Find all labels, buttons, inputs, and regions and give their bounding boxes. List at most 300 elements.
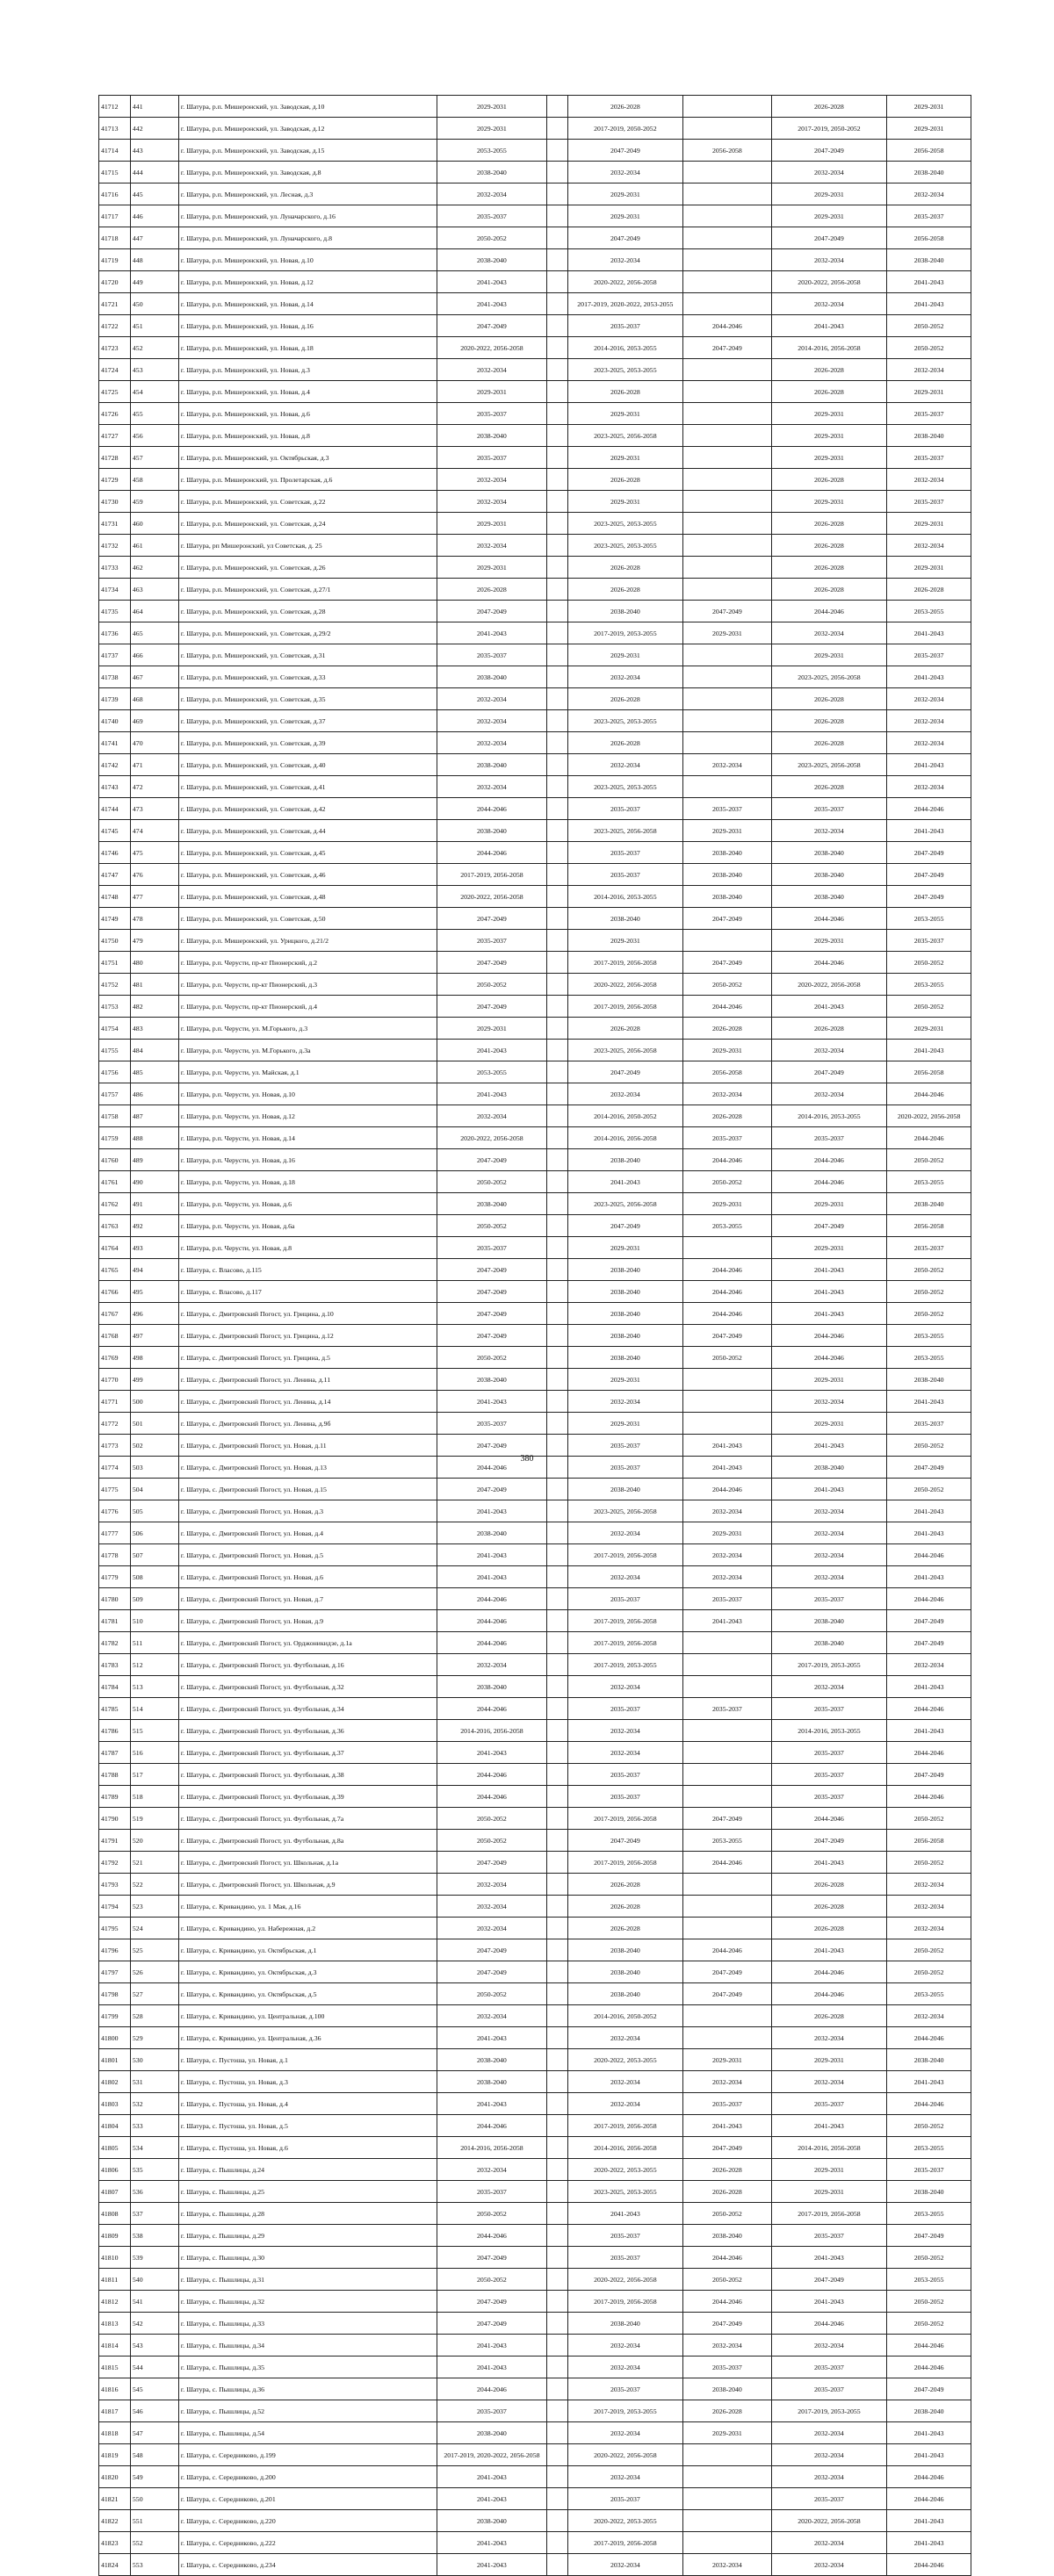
- cell-period-2: 2032-2034: [567, 2335, 683, 2357]
- cell-period-3: [683, 96, 771, 118]
- cell-period-4: 2020-2022, 2056-2058: [771, 271, 887, 293]
- cell-period-3: 2047-2049: [683, 2137, 771, 2159]
- cell-period-5: 2041-2043: [887, 1500, 971, 1522]
- cell-period-5: 2047-2049: [887, 2378, 971, 2400]
- table-row: [99, 1413, 971, 1435]
- cell-row-number: 450: [130, 293, 178, 315]
- table-row: [99, 776, 971, 798]
- cell-blank: [546, 1983, 567, 2005]
- cell-period-1: 2041-2043: [437, 293, 546, 315]
- cell-blank: [546, 2400, 567, 2422]
- cell-address: г. Шатура, с. Дмитровский Погост, ул. Футбольная, д.32: [178, 1676, 437, 1698]
- cell-row-id: 41800: [99, 2027, 131, 2049]
- cell-period-1: 2044-2046: [437, 2378, 546, 2400]
- cell-blank: [546, 1939, 567, 1961]
- cell-row-id: 41740: [99, 710, 131, 732]
- register-table: [98, 95, 971, 2576]
- table-row: [99, 930, 971, 952]
- cell-period-3: 2041-2043: [683, 2115, 771, 2137]
- cell-period-4: 2029-2031: [771, 425, 887, 447]
- cell-period-1: 2047-2049: [437, 1435, 546, 1457]
- cell-period-3: 2050-2052: [683, 2203, 771, 2225]
- table-row: [99, 1918, 971, 1939]
- cell-address: г. Шатура, р.п. Мишеронский, ул. Советская, д.33: [178, 666, 437, 688]
- cell-row-number: 481: [130, 974, 178, 996]
- cell-period-2: 2047-2049: [567, 227, 683, 249]
- cell-period-4: 2041-2043: [771, 1479, 887, 1500]
- cell-row-number: 505: [130, 1500, 178, 1522]
- cell-period-2: 2026-2028: [567, 557, 683, 579]
- table-row: [99, 425, 971, 447]
- cell-period-3: 2026-2028: [683, 2181, 771, 2203]
- cell-period-5: 2032-2034: [887, 535, 971, 557]
- cell-address: г. Шатура, р.п. Мишеронский, ул. Новая, д.14: [178, 293, 437, 315]
- cell-period-4: 2047-2049: [771, 1061, 887, 1083]
- cell-period-5: 2035-2037: [887, 930, 971, 952]
- cell-period-5: 2056-2058: [887, 140, 971, 162]
- table-row: [99, 1237, 971, 1259]
- cell-period-2: 2026-2028: [567, 469, 683, 491]
- cell-row-id: 41731: [99, 513, 131, 535]
- cell-row-number: 545: [130, 2378, 178, 2400]
- cell-period-4: 2026-2028: [771, 732, 887, 754]
- cell-period-1: 2044-2046: [437, 2225, 546, 2247]
- cell-period-3: [683, 2466, 771, 2488]
- cell-row-id: 41736: [99, 622, 131, 644]
- cell-row-number: 513: [130, 1676, 178, 1698]
- cell-row-id: 41780: [99, 1588, 131, 1610]
- cell-address: г. Шатура, р.п. Черусти, ул. М.Горького, д.3а: [178, 1040, 437, 1061]
- cell-address: г. Шатура, с. Пустоша, ул. Новая, д.6: [178, 2137, 437, 2159]
- cell-period-1: 2032-2034: [437, 2005, 546, 2027]
- cell-period-4: 2026-2028: [771, 688, 887, 710]
- table-row: [99, 2181, 971, 2203]
- cell-address: г. Шатура, р.п. Мишеронский, ул. Советская, д.27/1: [178, 579, 437, 601]
- cell-period-3: 2044-2046: [683, 1939, 771, 1961]
- cell-address: г. Шатура, с. Дмитровский Погост, ул. Футбольная, д.38: [178, 1764, 437, 1786]
- table-row: [99, 1500, 971, 1522]
- table-row: [99, 271, 971, 293]
- cell-period-4: 2041-2043: [771, 1259, 887, 1281]
- cell-row-id: 41745: [99, 820, 131, 842]
- cell-period-4: 2032-2034: [771, 1391, 887, 1413]
- cell-period-5: 2035-2037: [887, 403, 971, 425]
- cell-period-2: 2026-2028: [567, 1896, 683, 1918]
- cell-period-4: 2032-2034: [771, 1522, 887, 1544]
- cell-period-2: 2047-2049: [567, 1830, 683, 1852]
- cell-period-1: 2041-2043: [437, 1040, 546, 1061]
- cell-address: г. Шатура, р.п. Мишеронский, ул. Советская, д.44: [178, 820, 437, 842]
- cell-row-number: 552: [130, 2532, 178, 2554]
- table-row: [99, 2532, 971, 2554]
- cell-row-id: 41812: [99, 2291, 131, 2313]
- cell-period-2: 2017-2019, 2053-2055: [567, 2400, 683, 2422]
- cell-period-4: 2047-2049: [771, 1215, 887, 1237]
- cell-blank: [546, 1391, 567, 1413]
- table-row: [99, 1061, 971, 1083]
- cell-period-2: 2032-2034: [567, 1391, 683, 1413]
- cell-period-5: 2050-2052: [887, 2115, 971, 2137]
- cell-period-3: 2032-2034: [683, 2335, 771, 2357]
- cell-row-number: 493: [130, 1237, 178, 1259]
- cell-period-4: 2032-2034: [771, 1544, 887, 1566]
- cell-period-1: 2041-2043: [437, 1083, 546, 1105]
- cell-blank: [546, 688, 567, 710]
- table-row: [99, 2049, 971, 2071]
- cell-row-number: 550: [130, 2488, 178, 2510]
- cell-address: г. Шатура, с. Кривандино, ул. Центральная, д.100: [178, 2005, 437, 2027]
- cell-period-1: 2053-2055: [437, 1061, 546, 1083]
- cell-period-4: 2026-2028: [771, 1918, 887, 1939]
- cell-period-2: 2032-2034: [567, 249, 683, 271]
- cell-period-4: 2032-2034: [771, 293, 887, 315]
- cell-period-5: 2041-2043: [887, 820, 971, 842]
- cell-period-1: 2041-2043: [437, 2357, 546, 2378]
- table-row: [99, 140, 971, 162]
- cell-period-2: 2032-2034: [567, 1522, 683, 1544]
- cell-row-id: 41787: [99, 1742, 131, 1764]
- cell-period-5: 2041-2043: [887, 2532, 971, 2554]
- cell-period-3: [683, 557, 771, 579]
- cell-period-4: 2047-2049: [771, 2269, 887, 2291]
- cell-address: г. Шатура, с. Пышлицы, д.25: [178, 2181, 437, 2203]
- cell-blank: [546, 315, 567, 337]
- cell-period-1: 2020-2022, 2056-2058: [437, 1127, 546, 1149]
- cell-period-5: 2047-2049: [887, 1632, 971, 1654]
- cell-row-id: 41822: [99, 2510, 131, 2532]
- cell-period-1: 2041-2043: [437, 1391, 546, 1413]
- cell-address: г. Шатура, с. Пышлицы, д.30: [178, 2247, 437, 2269]
- cell-period-5: 2050-2052: [887, 2291, 971, 2313]
- cell-period-2: 2017-2019, 2056-2058: [567, 2115, 683, 2137]
- cell-row-id: 41778: [99, 1544, 131, 1566]
- cell-row-number: 531: [130, 2071, 178, 2093]
- cell-period-4: 2029-2031: [771, 2049, 887, 2071]
- cell-blank: [546, 381, 567, 403]
- cell-period-2: 2029-2031: [567, 930, 683, 952]
- cell-blank: [546, 1874, 567, 1896]
- cell-row-id: 41742: [99, 754, 131, 776]
- cell-period-3: 2035-2037: [683, 2093, 771, 2115]
- cell-period-4: 2032-2034: [771, 1566, 887, 1588]
- cell-period-3: [683, 535, 771, 557]
- cell-period-3: 2044-2046: [683, 1479, 771, 1500]
- table-row: [99, 1083, 971, 1105]
- cell-address: г. Шатура, с. Пышлицы, д.24: [178, 2159, 437, 2181]
- cell-period-5: 2053-2055: [887, 974, 971, 996]
- cell-period-1: 2029-2031: [437, 557, 546, 579]
- cell-period-3: 2044-2046: [683, 2291, 771, 2313]
- cell-period-3: [683, 2488, 771, 2510]
- cell-blank: [546, 1632, 567, 1654]
- cell-period-3: 2044-2046: [683, 1149, 771, 1171]
- cell-period-3: 2026-2028: [683, 1105, 771, 1127]
- cell-period-1: 2041-2043: [437, 2488, 546, 2510]
- cell-period-5: 2047-2049: [887, 886, 971, 908]
- table-row: [99, 1544, 971, 1566]
- cell-period-4: 2026-2028: [771, 1896, 887, 1918]
- cell-row-id: 41814: [99, 2335, 131, 2357]
- cell-period-3: 2038-2040: [683, 864, 771, 886]
- cell-address: г. Шатура, р.п. Черусти, ул. Майская, д.1: [178, 1061, 437, 1083]
- table-row: [99, 1149, 971, 1171]
- cell-row-id: 41807: [99, 2181, 131, 2203]
- cell-row-id: 41722: [99, 315, 131, 337]
- cell-address: г. Шатура, с. Дмитровский Погост, ул. Орджоникидзе, д.1а: [178, 1632, 437, 1654]
- table-row: [99, 1215, 971, 1237]
- cell-row-id: 41766: [99, 1281, 131, 1303]
- table-row: [99, 2247, 971, 2269]
- cell-period-2: 2020-2022, 2056-2058: [567, 271, 683, 293]
- cell-period-4: 2029-2031: [771, 183, 887, 205]
- cell-period-4: 2032-2034: [771, 622, 887, 644]
- cell-row-id: 41818: [99, 2422, 131, 2444]
- cell-period-2: 2026-2028: [567, 579, 683, 601]
- table-row: [99, 2488, 971, 2510]
- cell-address: г. Шатура, с. Дмитровский Погост, ул. Футбольная, д.34: [178, 1698, 437, 1720]
- cell-period-1: 2047-2049: [437, 601, 546, 622]
- cell-period-5: 2041-2043: [887, 2422, 971, 2444]
- cell-address: г. Шатура, с. Дмитровский Погост, ул. Новая, д.6: [178, 1566, 437, 1588]
- cell-row-number: 496: [130, 1303, 178, 1325]
- cell-address: г. Шатура, с. Кривандино, ул. Октябрьская, д.1: [178, 1939, 437, 1961]
- cell-period-3: [683, 425, 771, 447]
- cell-period-1: 2044-2046: [437, 1786, 546, 1808]
- cell-period-2: 2017-2019, 2056-2058: [567, 1852, 683, 1874]
- cell-period-2: 2029-2031: [567, 205, 683, 227]
- cell-row-number: 537: [130, 2203, 178, 2225]
- cell-period-5: 2053-2055: [887, 2269, 971, 2291]
- cell-period-1: 2032-2034: [437, 491, 546, 513]
- cell-row-id: 41773: [99, 1435, 131, 1457]
- cell-blank: [546, 118, 567, 140]
- cell-row-id: 41753: [99, 996, 131, 1018]
- cell-row-number: 528: [130, 2005, 178, 2027]
- cell-address: г. Шатура, р.п. Черусти, пр-кт Пионерский, д.2: [178, 952, 437, 974]
- cell-period-1: 2017-2019, 2056-2058: [437, 864, 546, 886]
- cell-row-id: 41816: [99, 2378, 131, 2400]
- cell-period-3: 2044-2046: [683, 1259, 771, 1281]
- cell-blank: [546, 2291, 567, 2313]
- table-row: [99, 1171, 971, 1193]
- table-row: [99, 2378, 971, 2400]
- cell-period-3: 2029-2031: [683, 1040, 771, 1061]
- cell-row-id: 41720: [99, 271, 131, 293]
- table-row: [99, 2005, 971, 2027]
- cell-blank: [546, 2115, 567, 2137]
- cell-period-2: 2014-2016, 2056-2058: [567, 1127, 683, 1149]
- cell-address: г. Шатура, с. Пышлицы, д.54: [178, 2422, 437, 2444]
- cell-period-2: 2032-2034: [567, 2027, 683, 2049]
- table-row: [99, 1764, 971, 1786]
- cell-address: г. Шатура, с. Пышлицы, д.29: [178, 2225, 437, 2247]
- cell-blank: [546, 996, 567, 1018]
- cell-period-5: 2050-2052: [887, 1479, 971, 1500]
- cell-blank: [546, 2049, 567, 2071]
- cell-blank: [546, 557, 567, 579]
- cell-address: г. Шатура, р.п. Черусти, ул. Новая, д.10: [178, 1083, 437, 1105]
- cell-row-number: 491: [130, 1193, 178, 1215]
- cell-period-4: 2032-2034: [771, 2532, 887, 2554]
- cell-period-1: 2044-2046: [437, 1632, 546, 1654]
- cell-blank: [546, 1698, 567, 1720]
- cell-row-number: 549: [130, 2466, 178, 2488]
- cell-period-4: 2035-2037: [771, 1698, 887, 1720]
- cell-row-number: 499: [130, 1369, 178, 1391]
- cell-period-2: 2038-2040: [567, 1281, 683, 1303]
- cell-row-id: 41714: [99, 140, 131, 162]
- cell-row-id: 41741: [99, 732, 131, 754]
- cell-period-1: 2047-2049: [437, 952, 546, 974]
- cell-row-id: 41761: [99, 1171, 131, 1193]
- cell-blank: [546, 622, 567, 644]
- cell-period-2: 2023-2025, 2053-2055: [567, 776, 683, 798]
- cell-period-4: 2032-2034: [771, 1500, 887, 1522]
- cell-period-4: 2026-2028: [771, 535, 887, 557]
- cell-row-number: 448: [130, 249, 178, 271]
- cell-period-2: 2023-2025, 2056-2058: [567, 1193, 683, 1215]
- cell-period-1: 2047-2049: [437, 908, 546, 930]
- cell-period-5: 2053-2055: [887, 908, 971, 930]
- cell-row-number: 508: [130, 1566, 178, 1588]
- cell-period-2: 2032-2034: [567, 162, 683, 183]
- cell-row-id: 41735: [99, 601, 131, 622]
- cell-row-number: 515: [130, 1720, 178, 1742]
- cell-row-number: 520: [130, 1830, 178, 1852]
- cell-period-1: 2050-2052: [437, 1215, 546, 1237]
- cell-address: г. Шатура, р.п. Мишеронский, ул. Новая, д.4: [178, 381, 437, 403]
- cell-period-2: 2032-2034: [567, 2071, 683, 2093]
- cell-blank: [546, 2225, 567, 2247]
- cell-period-4: 2032-2034: [771, 2466, 887, 2488]
- table-row: [99, 732, 971, 754]
- cell-period-4: 2035-2037: [771, 1742, 887, 1764]
- cell-period-4: 2026-2028: [771, 381, 887, 403]
- cell-period-5: 2041-2043: [887, 1040, 971, 1061]
- cell-blank: [546, 1544, 567, 1566]
- table-row: [99, 1896, 971, 1918]
- cell-period-1: 2047-2049: [437, 1259, 546, 1281]
- cell-period-3: [683, 2027, 771, 2049]
- table-row: [99, 2510, 971, 2532]
- cell-period-3: [683, 1654, 771, 1676]
- cell-row-number: 444: [130, 162, 178, 183]
- cell-address: г. Шатура, с. Дмитровский Погост, ул. Ленина, д.14: [178, 1391, 437, 1413]
- cell-blank: [546, 2422, 567, 2444]
- cell-address: г. Шатура, р.п. Мишеронский, ул. Советская, д.28: [178, 601, 437, 622]
- cell-period-1: 2038-2040: [437, 2049, 546, 2071]
- cell-period-1: 2041-2043: [437, 1742, 546, 1764]
- cell-row-id: 41813: [99, 2313, 131, 2335]
- cell-address: г. Шатура, р.п. Мишеронский, ул. Новая, д.18: [178, 337, 437, 359]
- cell-row-number: 485: [130, 1061, 178, 1083]
- cell-period-4: 2026-2028: [771, 776, 887, 798]
- cell-period-1: 2047-2049: [437, 1479, 546, 1500]
- cell-period-4: 2029-2031: [771, 1193, 887, 1215]
- cell-period-3: [683, 1764, 771, 1786]
- cell-period-4: 2032-2034: [771, 162, 887, 183]
- cell-address: г. Шатура, р.п. Мишеронский, ул. Советская, д.26: [178, 557, 437, 579]
- cell-period-2: 2026-2028: [567, 381, 683, 403]
- cell-address: г. Шатура, с. Дмитровский Погост, ул. Новая, д.9: [178, 1610, 437, 1632]
- cell-row-id: 41796: [99, 1939, 131, 1961]
- cell-period-2: 2017-2019, 2050-2052: [567, 118, 683, 140]
- cell-period-4: 2035-2037: [771, 1127, 887, 1149]
- cell-period-5: 2032-2034: [887, 359, 971, 381]
- cell-row-number: 487: [130, 1105, 178, 1127]
- cell-row-id: 41725: [99, 381, 131, 403]
- cell-period-2: 2017-2019, 2056-2058: [567, 2291, 683, 2313]
- cell-period-5: 2053-2055: [887, 601, 971, 622]
- cell-period-4: 2026-2028: [771, 557, 887, 579]
- cell-address: г. Шатура, р.п. Мишеронский, ул. Советская, д.35: [178, 688, 437, 710]
- table-row: [99, 491, 971, 513]
- cell-blank: [546, 732, 567, 754]
- cell-period-4: 2017-2019, 2053-2055: [771, 1654, 887, 1676]
- cell-row-number: 460: [130, 513, 178, 535]
- cell-period-5: 2041-2043: [887, 293, 971, 315]
- cell-period-4: 2029-2031: [771, 930, 887, 952]
- table-row: [99, 1259, 971, 1281]
- cell-period-4: 2032-2034: [771, 2422, 887, 2444]
- cell-row-number: 541: [130, 2291, 178, 2313]
- cell-row-id: 41729: [99, 469, 131, 491]
- cell-row-id: 41756: [99, 1061, 131, 1083]
- cell-period-1: 2044-2046: [437, 1457, 546, 1479]
- cell-row-number: 494: [130, 1259, 178, 1281]
- cell-period-3: 2044-2046: [683, 1852, 771, 1874]
- cell-period-4: 2038-2040: [771, 1457, 887, 1479]
- cell-period-4: 2029-2031: [771, 2159, 887, 2181]
- cell-period-3: 2026-2028: [683, 2159, 771, 2181]
- cell-address: г. Шатура, с. Середниково, д.201: [178, 2488, 437, 2510]
- cell-period-3: [683, 2005, 771, 2027]
- cell-period-3: [683, 183, 771, 205]
- cell-row-id: 41789: [99, 1786, 131, 1808]
- cell-row-number: 488: [130, 1127, 178, 1149]
- cell-period-5: 2041-2043: [887, 1566, 971, 1588]
- cell-period-4: 2029-2031: [771, 447, 887, 469]
- cell-blank: [546, 1742, 567, 1764]
- cell-row-number: 533: [130, 2115, 178, 2137]
- cell-row-number: 467: [130, 666, 178, 688]
- cell-period-1: 2047-2049: [437, 2247, 546, 2269]
- cell-address: г. Шатура, с. Середниково, д.200: [178, 2466, 437, 2488]
- cell-row-number: 538: [130, 2225, 178, 2247]
- cell-period-4: 2014-2016, 2053-2055: [771, 1105, 887, 1127]
- cell-address: г. Шатура, с. Пышлицы, д.31: [178, 2269, 437, 2291]
- table-row: [99, 1325, 971, 1347]
- cell-row-number: 510: [130, 1610, 178, 1632]
- cell-address: г. Шатура, р.п. Черусти, ул. Новая, д.16: [178, 1149, 437, 1171]
- cell-period-5: 2038-2040: [887, 425, 971, 447]
- cell-period-4: 2029-2031: [771, 1369, 887, 1391]
- cell-period-3: 2026-2028: [683, 2400, 771, 2422]
- cell-address: г. Шатура, с. Дмитровский Погост, ул. Новая, д.13: [178, 1457, 437, 1479]
- cell-period-5: 2038-2040: [887, 249, 971, 271]
- cell-period-1: 2050-2052: [437, 2203, 546, 2225]
- cell-row-number: 471: [130, 754, 178, 776]
- cell-period-4: 2035-2037: [771, 1786, 887, 1808]
- cell-period-2: 2038-2040: [567, 1149, 683, 1171]
- cell-period-4: 2032-2034: [771, 2554, 887, 2576]
- cell-row-number: 547: [130, 2422, 178, 2444]
- cell-row-number: 512: [130, 1654, 178, 1676]
- cell-period-2: 2017-2019, 2053-2055: [567, 622, 683, 644]
- cell-row-number: 519: [130, 1808, 178, 1830]
- cell-period-2: 2038-2040: [567, 1961, 683, 1983]
- cell-period-4: 2044-2046: [771, 1808, 887, 1830]
